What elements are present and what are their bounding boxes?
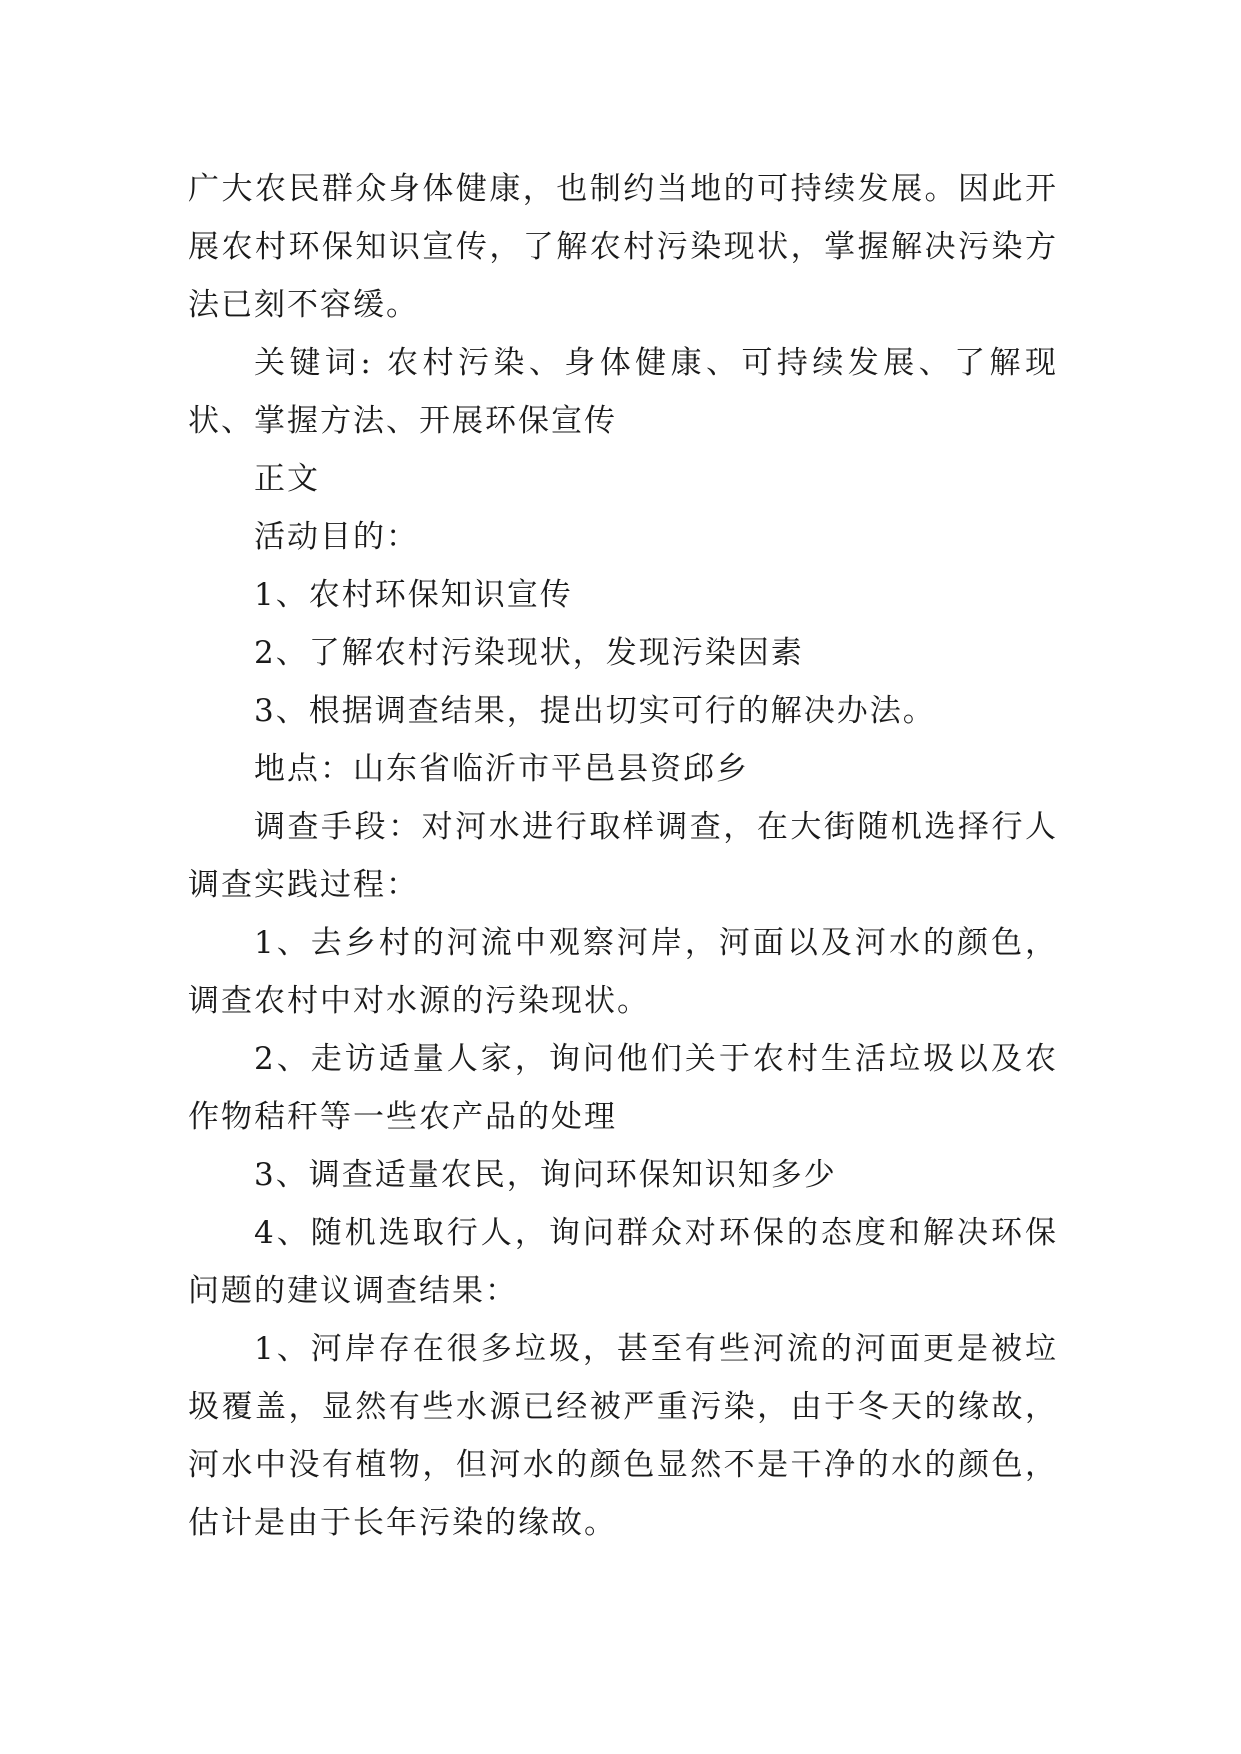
list-item: 1、农村环保知识宣传 bbox=[254, 577, 573, 613]
section-heading-body: 正文 bbox=[254, 461, 320, 497]
list-item: 2、走访适量人家，询问他们关于农村生活垃圾以及农作物秸秆等一些农产品的处理 bbox=[188, 1041, 1058, 1135]
list-item: 3、调查适量农民，询问环保知识知多少 bbox=[254, 1157, 837, 1193]
paragraph-intro: 广大农民群众身体健康，也制约当地的可持续发展。因此开展农村环保知识宣传，了解农村污染现状，掌握解决污染方法已刻不容缓。 bbox=[188, 171, 1058, 323]
section-heading-purpose: 活动目的： bbox=[254, 519, 419, 555]
paragraph-method: 调查手段：对河水进行取样调查，在大街随机选择行人调查实践过程： bbox=[188, 809, 1058, 903]
paragraph-keywords: 关键词: 农村污染、身体健康、可持续发展、了解现状、掌握方法、开展环保宣传 bbox=[188, 345, 1058, 439]
list-item: 2、了解农村污染现状，发现污染因素 bbox=[254, 635, 804, 671]
list-item: 1、河岸存在很多垃圾，甚至有些河流的河面更是被垃圾覆盖，显然有些水源已经被严重污染，由于冬天的缘故，河水中没有植物，但河水的颜色显然不是干净的水的颜色，估计是由于长年污染的缘故。 bbox=[188, 1331, 1058, 1541]
list-item: 1、去乡村的河流中观察河岸，河面以及河水的颜色，调查农村中对水源的污染现状。 bbox=[188, 925, 1058, 1019]
paragraph-location: 地点：山东省临沂市平邑县资邱乡 bbox=[254, 751, 749, 787]
document-body bbox=[188, 160, 1058, 1552]
list-item: 3、根据调查结果，提出切实可行的解决办法。 bbox=[254, 693, 936, 729]
list-item: 4、随机选取行人，询问群众对环保的态度和解决环保问题的建议调查结果： bbox=[188, 1215, 1058, 1309]
